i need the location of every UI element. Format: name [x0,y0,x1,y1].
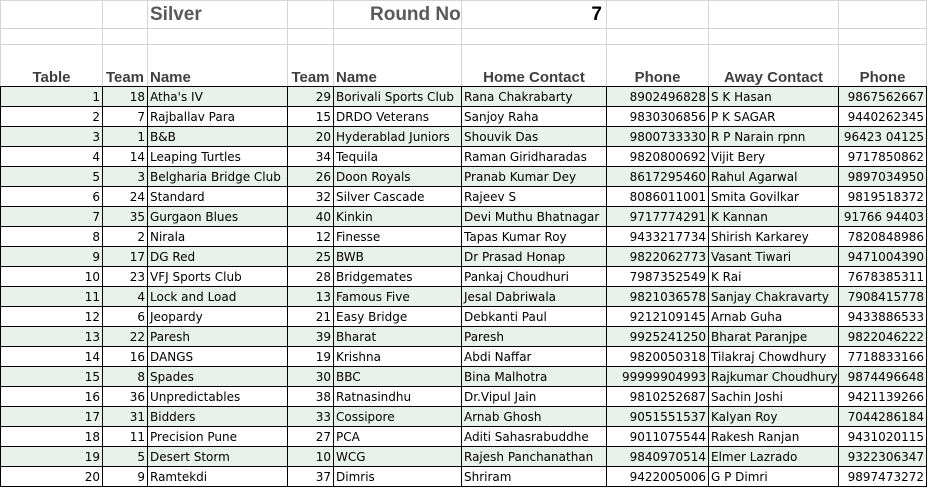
cell-home-team-name[interactable]: Lock and Load [148,287,288,307]
cell-away-contact[interactable]: Vasant Tiwari [709,247,839,267]
table-row [1,287,927,307]
cell-home-team-name[interactable]: Belgharia Bridge Club [148,167,288,187]
table-row [1,427,927,447]
cell-h1[interactable] [709,1,839,29]
cell-home-phone[interactable]: 9821036578 [607,287,709,307]
cell-home-contact[interactable]: Rajeev S [462,187,607,207]
header-table[interactable]: Table [1,45,103,87]
cell-away-phone[interactable]: 9421139266 [839,387,927,407]
table-row [1,167,927,187]
cell-home-contact[interactable]: Devi Muthu Bhatnagar [462,207,607,227]
table-row [1,187,927,207]
cell-away-team-name[interactable]: Cossipore [334,407,462,427]
cell-home-team-number[interactable]: 31 [103,407,148,427]
cell-table-number[interactable]: 14 [1,347,103,367]
empty-cell[interactable] [839,29,927,45]
cell-away-contact[interactable]: Rahul Agarwal [709,167,839,187]
table-row [1,207,927,227]
cell-home-contact[interactable]: Shouvik Das [462,127,607,147]
cell-away-team-number[interactable]: 33 [288,407,334,427]
cell-home-team-name[interactable]: Ramtekdi [148,467,288,487]
cell-away-contact[interactable]: K Kannan [709,207,839,227]
cell-away-phone[interactable]: 9867562667 [839,87,927,107]
table-row [1,267,927,287]
table-row [1,227,927,247]
table-row [1,447,927,467]
table-row [1,327,927,347]
cell-away-team-name[interactable]: Borivali Sports Club [334,87,462,107]
cell-away-contact[interactable]: Rakesh Ranjan [709,427,839,447]
cell-away-team-name[interactable]: Easy Bridge [334,307,462,327]
cell-home-team-name[interactable]: B&B [148,127,288,147]
cell-away-team-number[interactable]: 20 [288,127,334,147]
cell-home-phone[interactable]: 9011075544 [607,427,709,447]
cell-home-contact[interactable]: Debkanti Paul [462,307,607,327]
cell-home-contact[interactable]: Dr.Vipul Jain [462,387,607,407]
cell-home-team-name[interactable]: DG Red [148,247,288,267]
cell-away-contact[interactable]: Elmer Lazrado [709,447,839,467]
cell-away-team-number[interactable]: 21 [288,307,334,327]
cell-away-team-number[interactable]: 30 [288,367,334,387]
header-team1[interactable]: Team [103,45,148,87]
cell-home-phone[interactable]: 9820800692 [607,147,709,167]
cell-away-team-number[interactable]: 38 [288,387,334,407]
cell-b1[interactable] [103,1,148,29]
round-number[interactable]: 7 [462,1,607,29]
cell-table-number[interactable]: 19 [1,447,103,467]
cell-home-contact[interactable]: Jesal Dabriwala [462,287,607,307]
table-row [1,467,927,487]
cell-home-contact[interactable]: Rajesh Panchanathan [462,447,607,467]
empty-cell[interactable] [462,29,607,45]
cell-away-contact[interactable]: Rajkumar Choudhury [709,367,839,387]
table-row [1,347,927,367]
table-row [1,367,927,387]
cell-home-phone[interactable]: 9800733330 [607,127,709,147]
cell-home-contact[interactable]: Shriram [462,467,607,487]
cell-away-phone[interactable]: 9717850862 [839,147,927,167]
cell-home-phone[interactable]: 9822062773 [607,247,709,267]
round-label[interactable]: Round No [334,1,462,29]
table-row [1,147,927,167]
cell-away-team-name[interactable]: Bharat [334,327,462,347]
cell-away-team-number[interactable]: 15 [288,107,334,127]
cell-table-number[interactable]: 18 [1,427,103,447]
cell-home-contact[interactable]: Tapas Kumar Roy [462,227,607,247]
cell-table-number[interactable]: 16 [1,387,103,407]
cell-home-team-number[interactable]: 23 [103,267,148,287]
cell-away-phone[interactable]: 9440262345 [839,107,927,127]
header-name2[interactable]: Name [334,45,462,87]
cell-away-team-number[interactable]: 40 [288,207,334,227]
table-row [1,387,927,407]
cell-away-team-number[interactable]: 27 [288,427,334,447]
cell-away-contact[interactable]: R P Narain rpnn [709,127,839,147]
cell-home-phone[interactable]: 9830306856 [607,107,709,127]
cell-away-phone[interactable]: 9822046222 [839,327,927,347]
division-title[interactable]: Silver [148,1,288,29]
cell-away-team-name[interactable]: Finesse [334,227,462,247]
cell-g1[interactable] [607,1,709,29]
cell-home-contact[interactable]: Abdi Naffar [462,347,607,367]
cell-home-team-name[interactable]: Rajballav Para [148,107,288,127]
cell-away-team-name[interactable]: Ratnasindhu [334,387,462,407]
cell-home-team-name[interactable]: Standard [148,187,288,207]
cell-away-team-number[interactable]: 26 [288,167,334,187]
cell-away-phone[interactable]: 7718833166 [839,347,927,367]
cell-home-team-number[interactable]: 6 [103,307,148,327]
cell-home-team-number[interactable]: 8 [103,367,148,387]
cell-table-number[interactable]: 4 [1,147,103,167]
empty-cell[interactable] [709,29,839,45]
empty-cell[interactable] [334,29,462,45]
cell-away-contact[interactable]: Kalyan Roy [709,407,839,427]
cell-away-team-name[interactable]: BBC [334,367,462,387]
cell-away-phone[interactable]: 9819518372 [839,187,927,207]
cell-away-contact[interactable]: P K SAGAR [709,107,839,127]
cell-table-number[interactable]: 13 [1,327,103,347]
cell-table-number[interactable]: 9 [1,247,103,267]
empty-cell[interactable] [607,29,709,45]
cell-away-team-number[interactable]: 37 [288,467,334,487]
cell-home-phone[interactable]: 8617295460 [607,167,709,187]
cell-home-team-name[interactable]: Nirala [148,227,288,247]
cell-home-phone[interactable]: 9212109145 [607,307,709,327]
header-away-contact[interactable]: Away Contact [709,45,839,87]
cell-table-number[interactable]: 15 [1,367,103,387]
cell-home-phone[interactable]: 8086011001 [607,187,709,207]
cell-home-team-name[interactable]: Jeopardy [148,307,288,327]
cell-table-number[interactable]: 7 [1,207,103,227]
cell-home-team-number[interactable]: 2 [103,227,148,247]
cell-away-contact[interactable]: Tilakraj Chowdhury [709,347,839,367]
cell-i1[interactable] [839,1,927,29]
table-row [1,127,927,147]
cell-table-number[interactable]: 3 [1,127,103,147]
cell-away-team-number[interactable]: 13 [288,287,334,307]
cell-away-team-number[interactable]: 25 [288,247,334,267]
cell-home-team-name[interactable]: Bidders [148,407,288,427]
cell-home-team-name[interactable]: Leaping Turtles [148,147,288,167]
cell-table-number[interactable]: 20 [1,467,103,487]
cell-home-contact[interactable]: Sanjoy Raha [462,107,607,127]
header-phone1[interactable]: Phone [607,45,709,87]
cell-away-phone[interactable]: 9897034950 [839,167,927,187]
cell-home-phone[interactable]: 9820050318 [607,347,709,367]
table-row [1,107,927,127]
cell-away-contact[interactable]: Smita Govilkar [709,187,839,207]
cell-away-phone[interactable]: 9431020115 [839,427,927,447]
cell-home-team-number[interactable]: 18 [103,87,148,107]
empty-cell[interactable] [103,29,148,45]
cell-home-team-number[interactable]: 9 [103,467,148,487]
cell-away-phone[interactable]: 96423 04125 [839,127,927,147]
cell-away-phone[interactable]: 9897473272 [839,467,927,487]
header-home-contact[interactable]: Home Contact [462,45,607,87]
cell-away-phone[interactable]: 9322306347 [839,447,927,467]
cell-home-team-name[interactable]: Paresh [148,327,288,347]
empty-cell[interactable] [148,29,288,45]
cell-away-phone[interactable]: 7044286184 [839,407,927,427]
cell-table-number[interactable]: 11 [1,287,103,307]
cell-home-contact[interactable]: Dr Prasad Honap [462,247,607,267]
cell-away-team-name[interactable]: BWB [334,247,462,267]
table-row [1,247,927,267]
cell-away-team-number[interactable]: 39 [288,327,334,347]
cell-home-team-number[interactable]: 1 [103,127,148,147]
cell-away-team-name[interactable]: Doon Royals [334,167,462,187]
cell-home-team-number[interactable]: 36 [103,387,148,407]
cell-away-contact[interactable]: Shirish Karkarey [709,227,839,247]
cell-table-number[interactable]: 17 [1,407,103,427]
cell-away-contact[interactable]: K Rai [709,267,839,287]
cell-home-team-number[interactable]: 14 [103,147,148,167]
cell-away-team-name[interactable]: Krishna [334,347,462,367]
cell-away-contact[interactable]: Arnab Guha [709,307,839,327]
cell-away-team-name[interactable]: Tequila [334,147,462,167]
cell-home-phone[interactable]: 99999904993 [607,367,709,387]
table-row [1,307,927,327]
cell-home-team-name[interactable]: Desert Storm [148,447,288,467]
cell-home-team-name[interactable]: Gurgaon Blues [148,207,288,227]
header-phone2[interactable]: Phone [839,45,927,87]
cell-away-team-number[interactable]: 12 [288,227,334,247]
cell-away-team-name[interactable]: Kinkin [334,207,462,227]
cell-away-team-number[interactable]: 34 [288,147,334,167]
table-row [1,407,927,427]
cell-away-team-name[interactable]: Dimris [334,467,462,487]
cell-away-team-name[interactable]: PCA [334,427,462,447]
cell-home-phone[interactable]: 9051551537 [607,407,709,427]
cell-home-contact[interactable]: Rana Chakrabarty [462,87,607,107]
cell-home-team-name[interactable]: Atha's IV [148,87,288,107]
cell-home-team-number[interactable]: 22 [103,327,148,347]
cell-away-team-number[interactable]: 10 [288,447,334,467]
cell-away-contact[interactable]: G P Dimri [709,467,839,487]
cell-away-team-name[interactable]: DRDO Veterans [334,107,462,127]
cell-home-team-number[interactable]: 16 [103,347,148,367]
cell-home-team-number[interactable]: 3 [103,167,148,187]
cell-away-team-name[interactable]: Hyderablad Juniors [334,127,462,147]
cell-away-phone[interactable]: 91766 94403 [839,207,927,227]
cell-home-contact[interactable]: Pranab Kumar Dey [462,167,607,187]
cell-home-team-number[interactable]: 35 [103,207,148,227]
cell-home-team-number[interactable]: 7 [103,107,148,127]
cell-away-team-number[interactable]: 19 [288,347,334,367]
cell-home-phone[interactable]: 9717774291 [607,207,709,227]
cell-away-phone[interactable]: 7908415778 [839,287,927,307]
cell-a1[interactable] [1,1,103,29]
cell-home-contact[interactable]: Bina Malhotra [462,367,607,387]
cell-away-phone[interactable]: 9874496648 [839,367,927,387]
cell-home-contact[interactable]: Arnab Ghosh [462,407,607,427]
header-team2[interactable]: Team [288,45,334,87]
table-row [1,87,927,107]
cell-home-team-name[interactable]: Precision Pune [148,427,288,447]
cell-table-number[interactable]: 12 [1,307,103,327]
cell-away-team-name[interactable]: Famous Five [334,287,462,307]
cell-home-contact[interactable]: Aditi Sahasrabuddhe [462,427,607,447]
cell-home-phone[interactable]: 9422005006 [607,467,709,487]
cell-home-team-name[interactable]: Unpredictables [148,387,288,407]
cell-home-phone[interactable]: 9840970514 [607,447,709,467]
empty-cell[interactable] [288,29,334,45]
cell-home-team-name[interactable]: DANGS [148,347,288,367]
cell-home-phone[interactable]: 7987352549 [607,267,709,287]
cell-d1[interactable] [288,1,334,29]
empty-cell[interactable] [1,29,103,45]
cell-away-phone[interactable]: 9433886533 [839,307,927,327]
cell-away-contact[interactable]: Sachin Joshi [709,387,839,407]
cell-away-team-number[interactable]: 28 [288,267,334,287]
cell-away-phone[interactable]: 9471004390 [839,247,927,267]
cell-away-contact[interactable]: Sanjay Chakravarty [709,287,839,307]
cell-away-team-name[interactable]: WCG [334,447,462,467]
cell-away-phone[interactable]: 7678385311 [839,267,927,287]
cell-home-team-number[interactable]: 24 [103,187,148,207]
cell-home-contact[interactable]: Paresh [462,327,607,347]
cell-home-contact[interactable]: Pankaj Choudhuri [462,267,607,287]
cell-home-team-number[interactable]: 4 [103,287,148,307]
cell-table-number[interactable]: 8 [1,227,103,247]
cell-table-number[interactable]: 1 [1,87,103,107]
cell-home-phone[interactable]: 9433217734 [607,227,709,247]
cell-away-team-name[interactable]: Bridgemates [334,267,462,287]
cell-away-phone[interactable]: 7820848986 [839,227,927,247]
cell-table-number[interactable]: 2 [1,107,103,127]
cell-home-team-number[interactable]: 5 [103,447,148,467]
cell-home-phone[interactable]: 9810252687 [607,387,709,407]
cell-home-phone[interactable]: 8902496828 [607,87,709,107]
cell-away-contact[interactable]: Vijit Bery [709,147,839,167]
cell-table-number[interactable]: 10 [1,267,103,287]
cell-away-team-number[interactable]: 32 [288,187,334,207]
cell-away-team-number[interactable]: 29 [288,87,334,107]
cell-table-number[interactable]: 5 [1,167,103,187]
cell-away-contact[interactable]: Bharat Paranjpe [709,327,839,347]
cell-away-contact[interactable]: S K Hasan [709,87,839,107]
cell-table-number[interactable]: 6 [1,187,103,207]
cell-away-team-name[interactable]: Silver Cascade [334,187,462,207]
cell-home-team-number[interactable]: 17 [103,247,148,267]
cell-home-team-number[interactable]: 11 [103,427,148,447]
cell-home-contact[interactable]: Raman Giridharadas [462,147,607,167]
cell-home-team-name[interactable]: Spades [148,367,288,387]
cell-home-team-name[interactable]: VFJ Sports Club [148,267,288,287]
header-name1[interactable]: Name [148,45,288,87]
cell-home-phone[interactable]: 9925241250 [607,327,709,347]
